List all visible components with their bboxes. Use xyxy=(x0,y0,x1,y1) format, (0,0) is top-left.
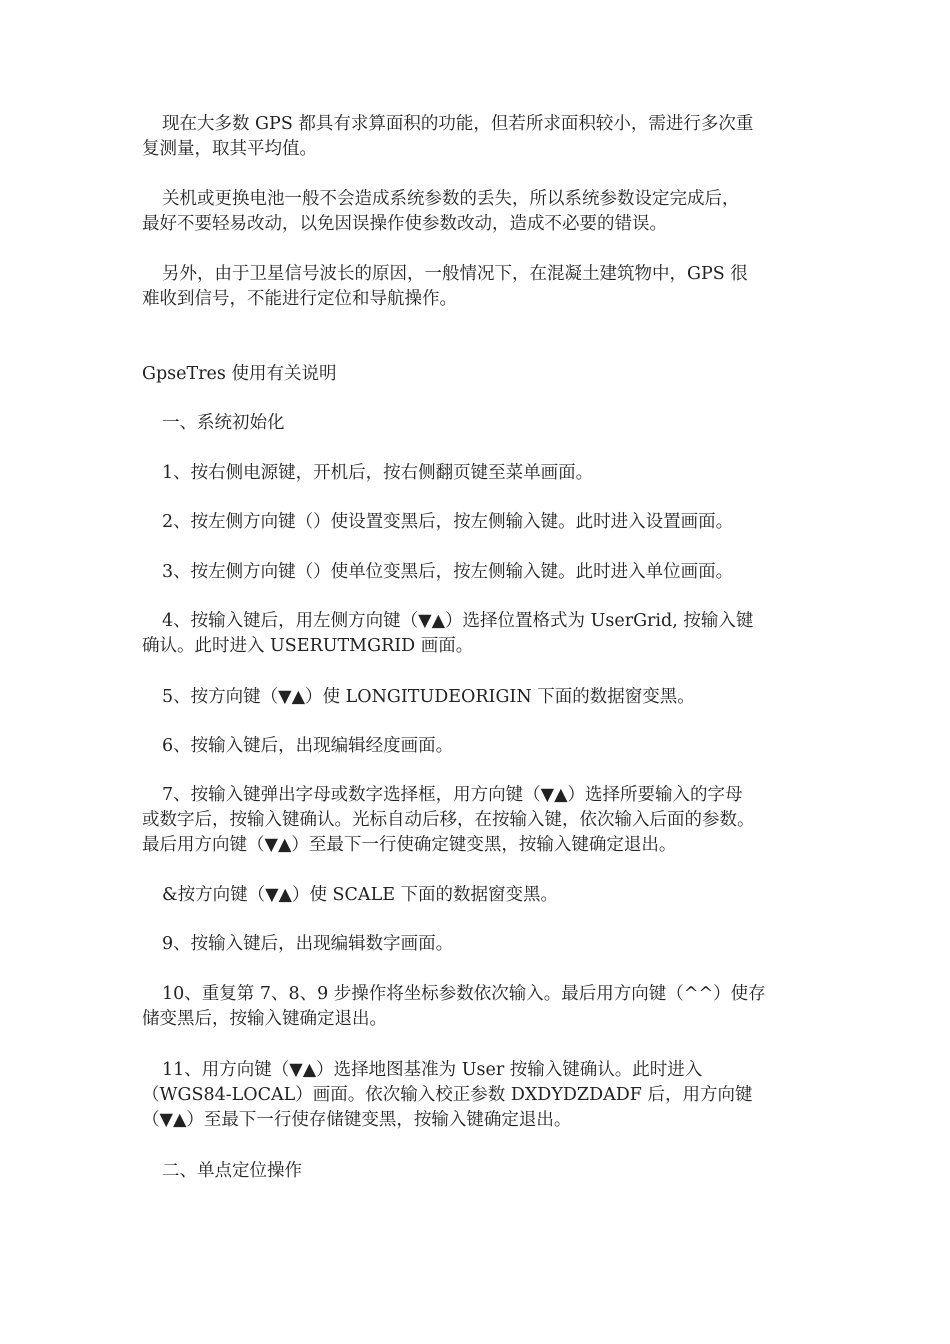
text-line: &按方向键（▼▲）使 SCALE 下面的数据窗变黑。 xyxy=(162,885,559,905)
paragraph-battery xyxy=(142,187,806,237)
text-line: 7、按输入键弹出字母或数字选择框，用方向键（▼▲）选择所要输入的字母 xyxy=(162,785,743,805)
text-line: 最后用方向键（▼▲）至最下一行使确定键变黑，按输入键确定退出。 xyxy=(142,835,677,855)
step-6 xyxy=(142,734,806,759)
text-line: 另外，由于卫星信号波长的原因，一般情况下，在混凝土建筑物中，GPS 很 xyxy=(162,264,748,284)
step-4 xyxy=(142,609,806,659)
text-line: 2、按左侧方向键（）使设置变黑后，按左侧输入键。此时进入设置画面。 xyxy=(162,512,734,532)
step-9 xyxy=(142,932,806,957)
text-line: 复测量，取其平均值。 xyxy=(142,139,317,159)
step-8 xyxy=(142,883,806,908)
text-line: 关机或更换电池一般不会造成系统参数的丢失，所以系统参数设定完成后， xyxy=(162,189,740,209)
text-line: 二、单点定位操作 xyxy=(162,1161,302,1181)
step-10 xyxy=(142,982,806,1032)
text-line: 1、按右侧电源键，开机后，按右侧翻页键至菜单画面。 xyxy=(162,463,594,483)
text-line: 储变黑后，按输入键确定退出。 xyxy=(142,1009,387,1029)
text-line: （WGS84-LOCAL）画面。依次输入校正参数 DXDYDZDADF 后，用方向键 xyxy=(142,1085,753,1105)
step-3 xyxy=(142,560,806,585)
step-1 xyxy=(142,461,806,486)
text-line: 5、按方向键（▼▲）使 LONGITUDEORIGIN 下面的数据窗变黑。 xyxy=(162,687,695,707)
text-line: 6、按输入键后，出现编辑经度画面。 xyxy=(162,736,454,756)
text-line: 现在大多数 GPS 都具有求算面积的功能，但若所求面积较小，需进行多次重 xyxy=(162,114,754,134)
text-line: 或数字后，按输入键确认。光标自动后移，在按输入键，依次输入后面的参数。 xyxy=(142,810,755,830)
step-11 xyxy=(142,1058,806,1133)
step-5 xyxy=(142,685,806,710)
text-line: 3、按左侧方向键（）使单位变黑后，按左侧输入键。此时进入单位画面。 xyxy=(162,562,734,582)
paragraph-gps-area xyxy=(142,112,806,162)
text-line: 11、用方向键（▼▲）选择地图基准为 User 按输入键确认。此时进入 xyxy=(162,1060,703,1080)
text-line: 一、系统初始化 xyxy=(162,413,285,433)
paragraph-signal xyxy=(142,262,806,312)
text-line: 9、按输入键后，出现编辑数字画面。 xyxy=(162,934,454,954)
text-line: 确认。此时进入 USERUTMGRID 画面。 xyxy=(142,636,474,656)
step-2 xyxy=(142,510,806,535)
heading-single-point xyxy=(142,1159,806,1184)
step-7 xyxy=(142,783,806,858)
text-line: 4、按输入键后，用左侧方向键（▼▲）选择位置格式为 UserGrid, 按输入键 xyxy=(162,611,754,631)
text-line: （▼▲）至最下一行使存储键变黑，按输入键确定退出。 xyxy=(142,1110,572,1130)
text-line: GpseTres 使用有关说明 xyxy=(142,364,337,384)
text-line: 难收到信号，不能进行定位和导航操作。 xyxy=(142,289,457,309)
text-line: 最好不要轻易改动，以免因误操作使参数改动，造成不必要的错误。 xyxy=(142,214,667,234)
heading-system-init xyxy=(142,411,806,436)
text-line: 10、重复第 7、8、9 步操作将坐标参数依次输入。最后用方向键（^^）使存 xyxy=(162,984,766,1004)
section-title xyxy=(142,362,806,387)
